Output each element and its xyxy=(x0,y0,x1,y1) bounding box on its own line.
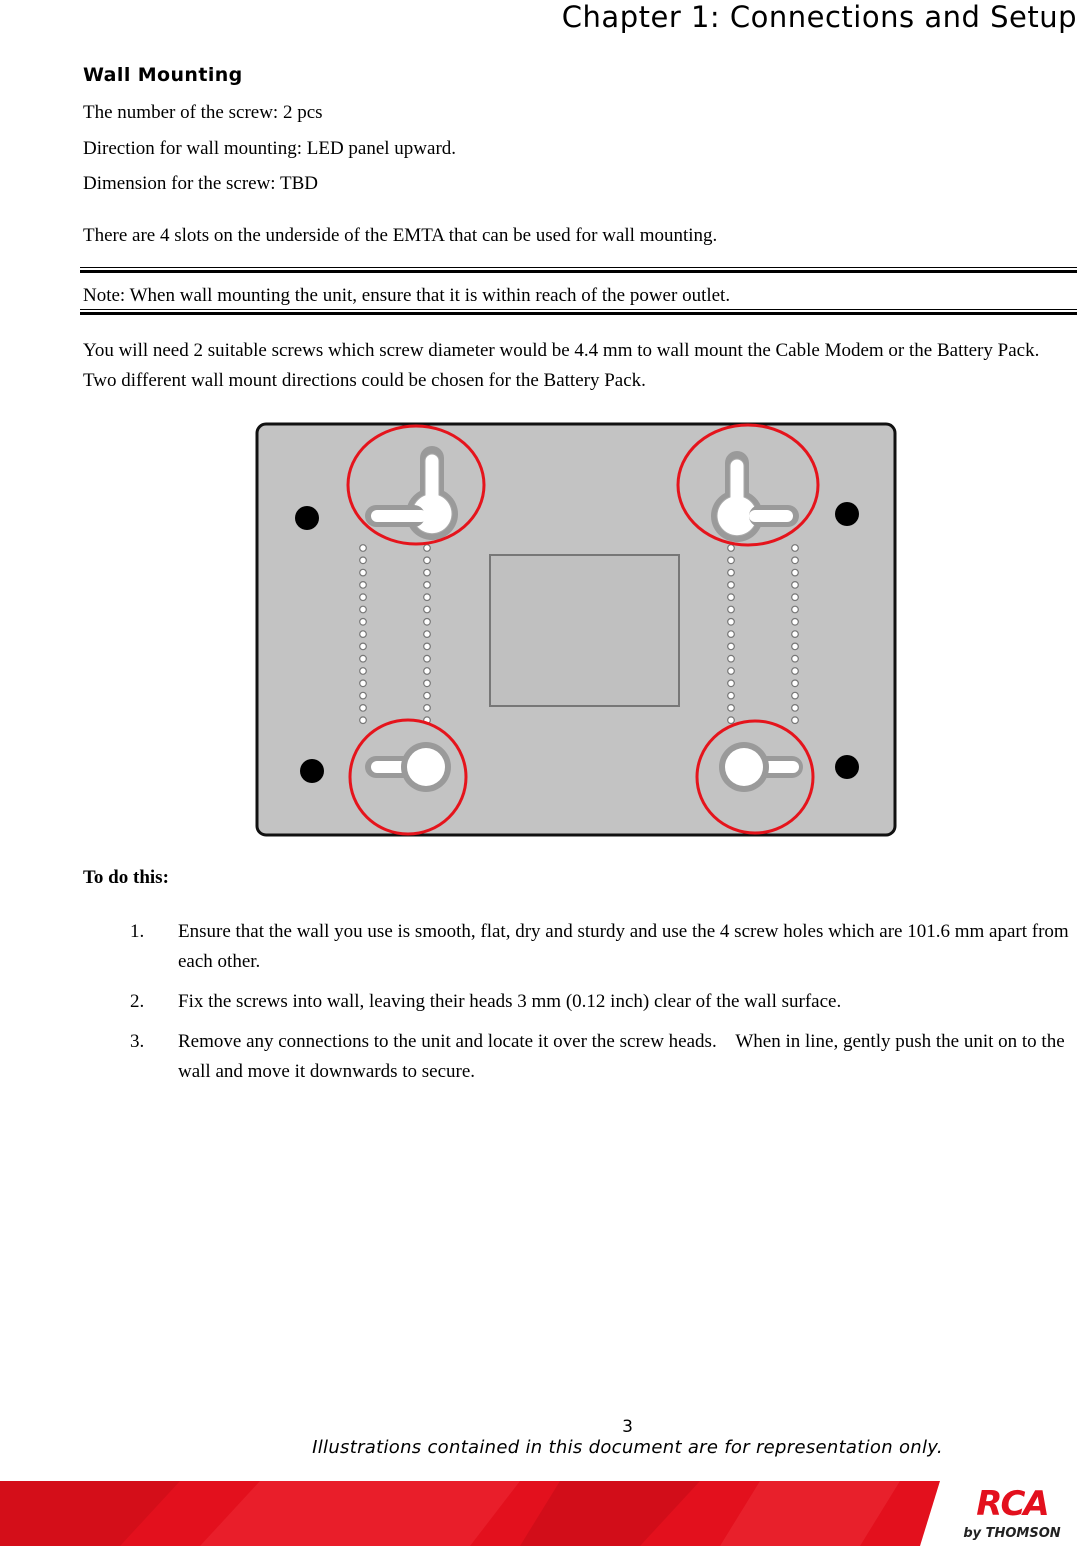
vent-hole xyxy=(360,582,367,589)
svg-text:by THOMSON: by THOMSON xyxy=(963,1526,1061,1541)
vent-hole xyxy=(424,680,431,687)
screws-paragraph: You will need 2 suitable screws which screw diameter would be 4.4 mm to wall mount the Cable Modem or the Battery Pack. Two different wall mount directions could be chosen for the Battery Pack. xyxy=(83,340,1040,391)
vent-hole xyxy=(424,655,431,662)
instruction-step xyxy=(130,1027,1075,1087)
vent-hole xyxy=(424,557,431,564)
instruction-step xyxy=(130,917,1075,977)
vent-hole xyxy=(792,619,799,626)
step-number: 3. xyxy=(130,1031,145,1052)
vent-hole xyxy=(424,705,431,712)
vent-hole xyxy=(424,643,431,650)
vent-hole xyxy=(360,655,367,662)
device-underside-figure xyxy=(255,421,900,844)
disclaimer-text: Illustrations contained in this document are for representation only. xyxy=(312,1437,943,1458)
instructions-heading: To do this: xyxy=(83,867,169,888)
rca-logo xyxy=(963,1484,1060,1541)
instruction-step xyxy=(130,987,1075,1017)
vent-hole xyxy=(424,594,431,601)
vent-hole xyxy=(792,655,799,662)
footer-band-graphic xyxy=(0,1481,1085,1546)
vent-hole xyxy=(360,569,367,576)
vent-hole xyxy=(728,705,735,712)
vent-hole xyxy=(360,631,367,638)
spec-line-direction: Direction for wall mounting: LED panel upward. xyxy=(83,138,457,159)
vent-hole xyxy=(728,619,735,626)
vent-hole xyxy=(792,594,799,601)
vent-hole xyxy=(792,631,799,638)
label-panel xyxy=(490,555,679,706)
vent-hole xyxy=(728,557,735,564)
vent-hole xyxy=(360,717,367,724)
vent-hole xyxy=(728,680,735,687)
vent-hole xyxy=(728,655,735,662)
step-text: Remove any connections to the unit and locate it over the screw heads. When in line, gently push the unit on to the wall and move it downwards to secure. xyxy=(178,1031,1070,1082)
vent-hole xyxy=(424,692,431,699)
vent-hole xyxy=(360,545,367,552)
vent-hole xyxy=(792,717,799,724)
vent-hole xyxy=(728,606,735,613)
vent-hole xyxy=(360,705,367,712)
page-number: 3 xyxy=(622,1417,633,1437)
vent-hole xyxy=(360,619,367,626)
vent-hole xyxy=(728,594,735,601)
vent-hole xyxy=(360,606,367,613)
instruction-steps xyxy=(130,917,1075,1097)
vent-hole xyxy=(792,569,799,576)
vent-hole xyxy=(728,569,735,576)
note-top-rule xyxy=(80,267,1077,268)
vent-hole xyxy=(360,643,367,650)
vent-hole xyxy=(360,594,367,601)
step-number: 2. xyxy=(130,991,145,1012)
step-number: 1. xyxy=(130,921,145,942)
vent-hole xyxy=(792,643,799,650)
mount-hole-bottom-left xyxy=(300,759,324,783)
vent-hole xyxy=(424,569,431,576)
vent-hole xyxy=(728,643,735,650)
vent-hole xyxy=(792,606,799,613)
spec-line-dimension: Dimension for the screw: TBD xyxy=(83,173,318,194)
vent-hole xyxy=(792,557,799,564)
vent-hole xyxy=(792,582,799,589)
vent-hole xyxy=(792,545,799,552)
vent-hole xyxy=(424,619,431,626)
mount-hole-top-right xyxy=(835,502,859,526)
vent-hole xyxy=(424,668,431,675)
vent-hole xyxy=(360,668,367,675)
vent-hole xyxy=(792,692,799,699)
vent-hole xyxy=(792,705,799,712)
vent-hole xyxy=(360,680,367,687)
step-text: Ensure that the wall you use is smooth, flat, dry and sturdy and use the 4 screw holes which are 101.6 mm apart from each other. xyxy=(178,921,1069,972)
footer-band xyxy=(0,1481,1085,1546)
vent-hole xyxy=(792,668,799,675)
vent-hole xyxy=(424,582,431,589)
device-underside-illustration xyxy=(255,421,900,839)
vent-hole xyxy=(728,692,735,699)
vent-hole xyxy=(360,557,367,564)
vent-hole xyxy=(728,668,735,675)
note-top-rule-thick xyxy=(80,270,1077,273)
chapter-title: Chapter 1: Connections and Setup xyxy=(561,0,1077,34)
vent-hole xyxy=(728,545,735,552)
vent-hole xyxy=(424,606,431,613)
slots-text: There are 4 slots on the underside of the EMTA that can be used for wall mounting. xyxy=(83,225,718,246)
note-text: Note: When wall mounting the unit, ensure that it is within reach of the power outlet. xyxy=(83,285,731,306)
vent-hole xyxy=(792,680,799,687)
note-bottom-rule-thick xyxy=(80,312,1077,315)
vent-hole xyxy=(424,545,431,552)
mount-hole-top-left xyxy=(295,506,319,530)
vent-hole xyxy=(424,631,431,638)
vent-hole xyxy=(728,582,735,589)
mount-hole-bottom-right xyxy=(835,755,859,779)
vent-hole xyxy=(728,631,735,638)
note-bottom-rule xyxy=(80,309,1077,310)
vent-hole xyxy=(728,717,735,724)
step-text: Fix the screws into wall, leaving their heads 3 mm (0.12 inch) clear of the wall surface. xyxy=(178,991,842,1012)
section-title: Wall Mounting xyxy=(83,64,243,86)
vent-hole xyxy=(360,692,367,699)
svg-text:RCA: RCA xyxy=(976,1484,1048,1524)
spec-line-screw-count: The number of the screw: 2 pcs xyxy=(83,102,323,123)
